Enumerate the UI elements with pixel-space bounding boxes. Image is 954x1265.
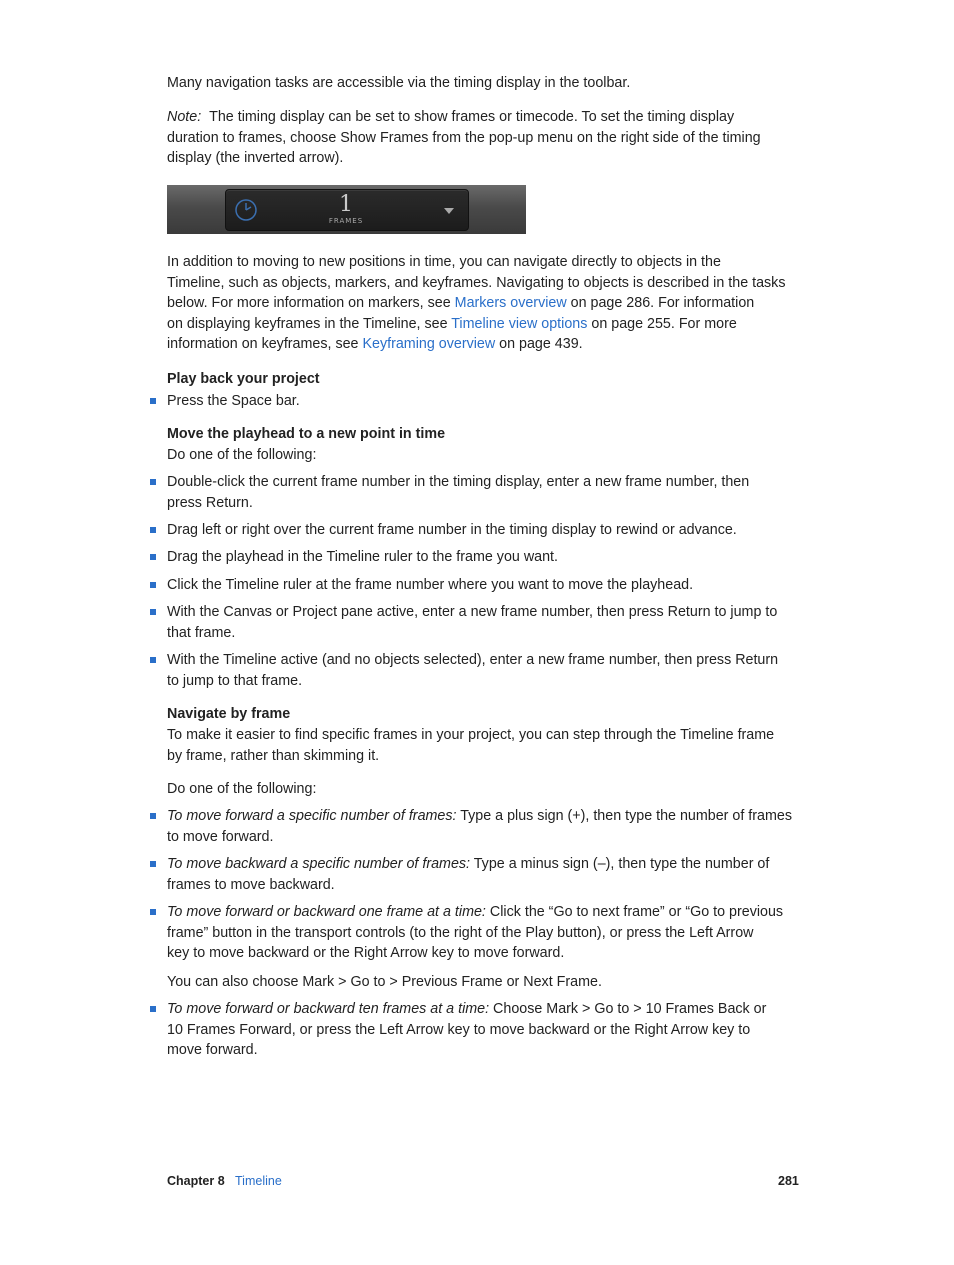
bullet-icon [150, 527, 156, 533]
bullet-icon [150, 398, 156, 404]
note-label: Note: [167, 109, 202, 125]
intro-text: Many navigation tasks are accessible via the timing display in the toolbar. [167, 75, 631, 91]
nav-b1-line-1: Type a plus sign (+), then type the number of frames [456, 808, 792, 824]
nav-b3-em: To move forward or backward one frame at a time: [167, 904, 486, 920]
move-bullet-1 [167, 472, 797, 513]
nav-heading: Navigate by frame [167, 706, 291, 722]
move-b1-line-1: Double-click the current frame number in the timing display, enter a new frame number, then [167, 474, 750, 490]
bullet-icon [150, 582, 156, 588]
para2-line-3a: below. For more information on markers, see [167, 295, 455, 312]
footer-chapter-link[interactable]: Timeline [235, 1174, 282, 1188]
move-bullet-3: Drag the playhead in the Timeline ruler to the frame you want. [167, 549, 558, 565]
keyframing-overview-link[interactable]: Keyframing overview [362, 336, 496, 353]
nav-b1-line-2: to move forward. [167, 828, 274, 845]
move-b5-line-2: that frame. [167, 624, 236, 641]
note-line-3: display (the inverted arrow). [167, 150, 344, 167]
play-heading: Play back your project [167, 371, 320, 387]
timing-display-screenshot [167, 185, 526, 234]
nav-bullet-1 [167, 806, 797, 847]
chevron-down-icon[interactable] [444, 208, 454, 214]
bullet-icon [150, 1006, 156, 1012]
nav-sub: Do one of the following: [167, 781, 317, 797]
clock-icon [234, 198, 258, 222]
bullet-icon [150, 657, 156, 663]
bullet-icon [150, 861, 156, 867]
para2-line-4b: on page 255. For more [587, 315, 737, 332]
nav-b4-line-3: move forward. [167, 1042, 258, 1059]
nav-b2-em: To move backward a specific number of frames: [167, 856, 471, 872]
footer-chapter: Chapter 8 [167, 1174, 225, 1188]
para2-line-5b: on page 439. [495, 336, 583, 353]
objects-paragraph [167, 252, 797, 355]
nav-b3-line-1: Click the “Go to next frame” or “Go to previous [485, 904, 784, 920]
nav-b2-line-1: Type a minus sign (–), then type the number of [470, 856, 770, 872]
para2-line-2: Timeline, such as objects, markers, and keyframes. Navigating to objects is described in the tasks [167, 274, 786, 291]
move-b6-line-2: to jump to that frame. [167, 672, 303, 689]
note-line-2: duration to frames, choose Show Frames from the pop-up menu on the right side of the timing [167, 129, 761, 146]
move-b6-line-1: With the Timeline active (and no objects selected), enter a new frame number, then press Return [167, 652, 779, 668]
bullet-icon [150, 609, 156, 615]
nav-b4-line-1: Choose Mark > Go to > 10 Frames Back or [489, 1001, 767, 1017]
timing-display [225, 189, 469, 231]
move-bullet-2: Drag left or right over the current frame number in the timing display to rewind or advance. [167, 522, 737, 538]
nav-also: You can also choose Mark > Go to > Previous Frame or Next Frame. [167, 974, 602, 990]
nav-b4-em: To move forward or backward ten frames at a time: [167, 1001, 490, 1017]
nav-line-1: To make it easier to find specific frames in your project, you can step through the Timeline frame [167, 727, 775, 743]
nav-b2-line-2: frames to move backward. [167, 876, 335, 893]
nav-b3-line-3: key to move backward or the Right Arrow key to move forward. [167, 945, 565, 962]
footer-page-number: 281 [778, 1174, 799, 1188]
move-bullet-6 [167, 650, 797, 691]
note-paragraph [167, 107, 797, 169]
para2-line-4a: on displaying keyframes in the Timeline, see [167, 315, 452, 332]
move-sub: Do one of the following: [167, 447, 317, 463]
intro-paragraph [167, 73, 797, 94]
note-line-1: The timing display can be set to show frames or timecode. To set the timing display [209, 109, 735, 125]
nav-b3-line-2: frame” button in the transport controls (to the right of the Play button), or press the Left Arrow [167, 924, 754, 941]
bullet-icon [150, 909, 156, 915]
play-bullet-1: Press the Space bar. [167, 393, 300, 409]
para2-line-5a: information on keyframes, see [167, 336, 363, 353]
bullet-icon [150, 479, 156, 485]
nav-bullet-2 [167, 854, 797, 895]
nav-b1-em: To move forward a specific number of frames: [167, 808, 457, 824]
move-b1-line-2: press Return. [167, 494, 253, 511]
move-b5-line-1: With the Canvas or Project pane active, enter a new frame number, then press Return to jump to [167, 604, 778, 620]
frame-number[interactable]: 1 [339, 192, 353, 217]
markers-overview-link[interactable]: Markers overview [454, 295, 567, 312]
bullet-icon [150, 554, 156, 560]
nav-bullet-4 [167, 999, 797, 1061]
nav-b4-line-2: 10 Frames Forward, or press the Left Arrow key to move backward or the Right Arrow key to [167, 1021, 751, 1038]
nav-bullet-3 [167, 902, 797, 964]
nav-line-2: by frame, rather than skimming it. [167, 747, 380, 764]
move-heading: Move the playhead to a new point in time [167, 426, 446, 442]
frame-unit-label: FRAMES [328, 217, 364, 225]
move-bullet-4: Click the Timeline ruler at the frame number where you want to move the playhead. [167, 577, 694, 593]
timeline-view-options-link[interactable]: Timeline view options [451, 315, 588, 332]
para2-line-1: In addition to moving to new positions in time, you can navigate directly to objects in the [167, 254, 721, 270]
move-bullet-5 [167, 602, 797, 643]
nav-intro [167, 725, 797, 766]
bullet-icon [150, 813, 156, 819]
para2-line-3b: on page 286. For information [566, 295, 755, 312]
